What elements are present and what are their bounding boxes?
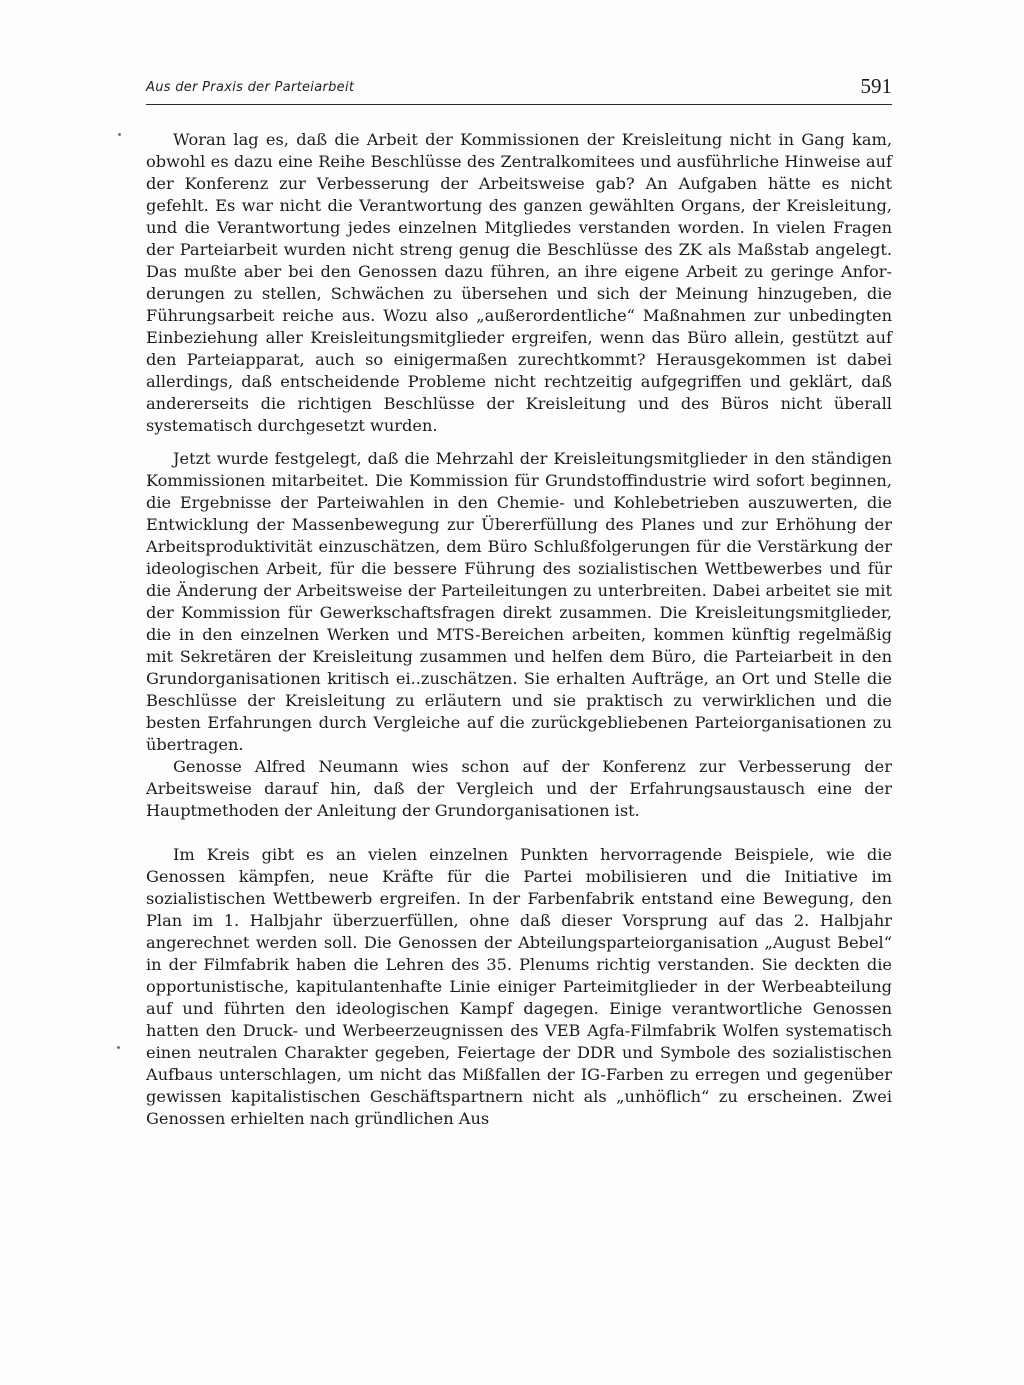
- running-head: Aus der Praxis der Parteiarbeit: [146, 80, 355, 95]
- scan-speck: [118, 133, 121, 136]
- paragraph-2: Jetzt wurde festgelegt, daß die Mehrzahl der Kreisleitungsmitglieder in den ständigen Kommissionen mitarbeitet. Die Kommission für Grundstoffindustrie wird sofort beginnen, die Ergebnisse der Parteiwahlen in den Chemie- und Kohlebetrieben auszuwerten, die Entwicklung der Massenbewegung zur Übererfüllung des Planes und zur Erhöhung der Arbeitsproduktivität einzuschätzen, dem Büro Schlußfolgerungen für die Verstärkung der ideologischen Arbeit, für die bessere Führung des sozialistischen Wettbewerbes und für die Änderung der Arbeitsweise der Parteileitungen zu unterbreiten. Dabei arbeitet sie mit der Kommission für Gewerkschaftsfragen direkt zusammen. Die Kreisleitungsmitglieder, die in den einzelnen Werken und MTS-Bereichen arbeiten, kommen künftig regelmäßig mit Sekretären der Kreisleitung zusammen und helfen dem Büro, die Parteiarbeit in den Grundorganisationen kritisch ei..zuschätzen. Sie erhalten Aufträge, an Ort und Stelle die Beschlüsse der Kreisleitung zu erläutern und sie praktisch zu verwirklichen und die besten Erfahrungen durch Vergleiche auf die zurückgebliebenen Parteiorganisationen zu übertragen.: [146, 449, 892, 754]
- page-header: [146, 74, 892, 105]
- paragraph-3: Genosse Alfred Neumann wies schon auf der Konferenz zur Verbesserung der Arbeitsweise darauf hin, daß der Vergleich und der Erfahrungsaustausch eine der Hauptmethoden der Anleitung der Grundorganisationen ist.: [146, 757, 892, 820]
- body-text: [146, 129, 892, 1130]
- paragraph-1: Woran lag es, daß die Arbeit der Kommissionen der Kreisleitung nicht in Gang kam, obwohl es dazu eine Reihe Beschlüsse des Zentralkomitees und ausführliche Hinweise auf der Konferenz zur Verbesserung der Arbeitsweise gab? An Aufgaben hätte es nicht gefehlt. Es war nicht die Verantwortung des ganzen gewählten Organs, der Kreisleitung, und die Verantwortung jedes einzelnen Mitgliedes verstanden worden. In vielen Fragen der Parteiarbeit wurden nicht streng genug die Beschlüsse des ZK als Maßstab angelegt. Das mußte aber bei den Genossen dazu führen, an ihre eigene Arbeit zu geringe Anforderungen zu stellen, Schwächen zu übersehen und sich der Meinung hinzugeben, die Führungsarbeit reiche aus. Wozu also „außerordentliche“ Maßnahmen zur unbedingten Einbeziehung aller Kreisleitungsmitglieder ergreifen, wenn das Büro allein, gestützt auf den Parteiapparat, auch so einigermaßen zurechtkommt? Herausgekommen ist dabei allerdings, daß entscheidende Probleme nicht rechtzeitig aufgegriffen und geklärt, daß andererseits die richtigen Beschlüsse der Kreisleitung und des Büros nicht überall systematisch durchgesetzt wurden.: [146, 130, 892, 435]
- page-number: 591: [860, 74, 892, 98]
- scan-speck: [117, 1046, 120, 1049]
- paragraph-4: Im Kreis gibt es an vielen einzelnen Punkten hervorragende Beispiele, wie die Genossen kämpfen, neue Kräfte für die Partei mobilisieren und die Initiative im sozialistischen Wettbewerb ergreifen. In der Farbenfabrik entstand eine Bewegung, den Plan im 1. Halbjahr überzuerfüllen, ohne daß dieser Vorsprung auf das 2. Halbjahr angerechnet werden soll. Die Genossen der Abteilungsparteiorganisation „August Bebel“ in der Filmfabrik haben die Lehren des 35. Plenums richtig verstanden. Sie deckten die opportunistische, kapitulantenhafte Linie einiger Parteimitglieder in der Werbeabteilung auf und führten den ideologischen Kampf dagegen. Einige verantwortliche Genossen hatten den Druck- und Werbeerzeugnissen des VEB Agfa-Filmfabrik Wolfen systematisch einen neutralen Charakter gegeben, Feiertage der DDR und Symbole des sozialistischen Aufbaus unterschlagen, um nicht das Mißfallen der IG-Farben zu erregen und gegenüber gewissen kapitalistischen Geschäftspartnern nicht als „unhöflich“ zu erscheinen. Zwei Genossen erhielten nach gründlichen Aus: [146, 845, 892, 1128]
